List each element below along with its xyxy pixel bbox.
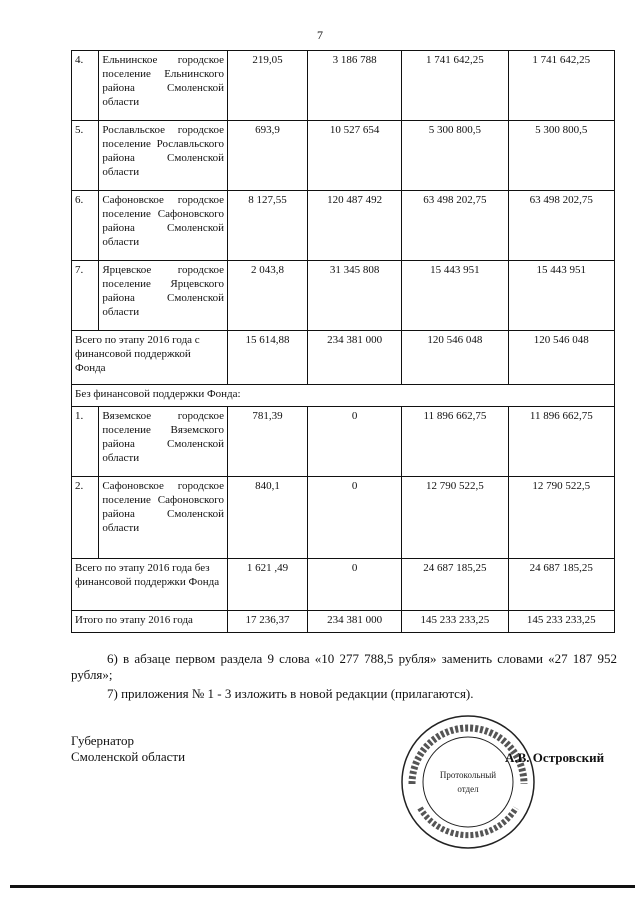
fund-cell: 10 527 654 [308, 121, 402, 191]
area-cell: 15 614,88 [228, 331, 308, 385]
page-number: 7 [317, 28, 323, 42]
subtotal-label: Всего по этапу 2016 года с финансовой поддержкой Фонда [72, 331, 228, 385]
official-stamp [398, 712, 538, 852]
cost-cell: 12 790 522,5 [402, 477, 508, 559]
cost-cell: 15 443 951 [402, 261, 508, 331]
paragraph-6: 6) в абзаце первом раздела 9 слова «10 277 788,5 рубля» заменить словами «27 187 952 рубля»; [71, 651, 617, 682]
table-row [72, 51, 615, 121]
fund-cell: 31 345 808 [308, 261, 402, 331]
total-cell: 1 741 642,25 [508, 51, 614, 121]
row-number: 6. [72, 191, 99, 261]
section-header-row [72, 385, 615, 407]
total-cell: 11 896 662,75 [508, 407, 614, 477]
fund-cell: 0 [308, 407, 402, 477]
cost-cell: 5 300 800,5 [402, 121, 508, 191]
subtotal-label: Всего по этапу 2016 года без финансовой поддержки Фонда [72, 559, 228, 611]
grand-total-row [72, 611, 615, 633]
table-row [72, 121, 615, 191]
cost-cell: 145 233 233,25 [402, 611, 508, 633]
area-cell: 1 621 ,49 [228, 559, 308, 611]
subtotal-row-fund [72, 331, 615, 385]
municipality-name: Вяземское городское поселение Вяземского района Смоленской области [99, 407, 228, 477]
cost-cell: 63 498 202,75 [402, 191, 508, 261]
area-cell: 17 236,37 [228, 611, 308, 633]
fund-cell: 0 [308, 559, 402, 611]
signature-title-line2: Смоленской области [71, 749, 186, 764]
row-number: 1. [72, 407, 99, 477]
table-row [72, 191, 615, 261]
total-cell: 12 790 522,5 [508, 477, 614, 559]
fund-cell: 120 487 492 [308, 191, 402, 261]
municipality-name: Сафоновское городское поселение Сафоновского района Смоленской области [99, 477, 228, 559]
row-number: 2. [72, 477, 99, 559]
cost-cell: 120 546 048 [402, 331, 508, 385]
table-row [72, 407, 615, 477]
municipality-name: Ельнинское городское поселение Ельнинского района Смоленской области [99, 51, 228, 121]
row-number: 4. [72, 51, 99, 121]
area-cell: 840,1 [228, 477, 308, 559]
table-row [72, 261, 615, 331]
total-cell: 15 443 951 [508, 261, 614, 331]
signature-title [71, 733, 185, 765]
area-cell: 693,9 [228, 121, 308, 191]
grand-total-label: Итого по этапу 2016 года [72, 611, 228, 633]
fund-cell: 234 381 000 [308, 331, 402, 385]
subtotal-row-nofund [72, 559, 615, 611]
page-bottom-rule [10, 885, 635, 888]
total-cell: 63 498 202,75 [508, 191, 614, 261]
signature-name: А.В. Островский [505, 750, 605, 765]
fund-cell: 3 186 788 [308, 51, 402, 121]
area-cell: 219,05 [228, 51, 308, 121]
area-cell: 8 127,55 [228, 191, 308, 261]
row-number: 7. [72, 261, 99, 331]
area-cell: 2 043,8 [228, 261, 308, 331]
table-row [72, 477, 615, 559]
total-cell: 120 546 048 [508, 331, 614, 385]
municipality-name: Сафоновское городское поселение Сафоновского района Смоленской области [99, 191, 228, 261]
fund-cell: 234 381 000 [308, 611, 402, 633]
municipality-name: Ярцевское городское поселение Ярцевского района Смоленской области [99, 261, 228, 331]
stamp-text-line1: Протокольный [439, 770, 497, 780]
total-cell: 145 233 233,25 [508, 611, 614, 633]
section-header: Без финансовой поддержки Фонда: [72, 385, 615, 407]
total-cell: 24 687 185,25 [508, 559, 614, 611]
stamp-text-line2: отдел [457, 784, 479, 794]
cost-cell: 24 687 185,25 [402, 559, 508, 611]
signature-title-line1: Губернатор [71, 733, 134, 748]
area-cell: 781,39 [228, 407, 308, 477]
fund-cell: 0 [308, 477, 402, 559]
cost-cell: 1 741 642,25 [402, 51, 508, 121]
cost-cell: 11 896 662,75 [402, 407, 508, 477]
housing-table [71, 50, 615, 633]
paragraph-7: 7) приложения № 1 - 3 изложить в новой редакции (прилагаются). [107, 686, 474, 701]
total-cell: 5 300 800,5 [508, 121, 614, 191]
municipality-name: Рославльское городское поселение Рославльского района Смоленской области [99, 121, 228, 191]
row-number: 5. [72, 121, 99, 191]
